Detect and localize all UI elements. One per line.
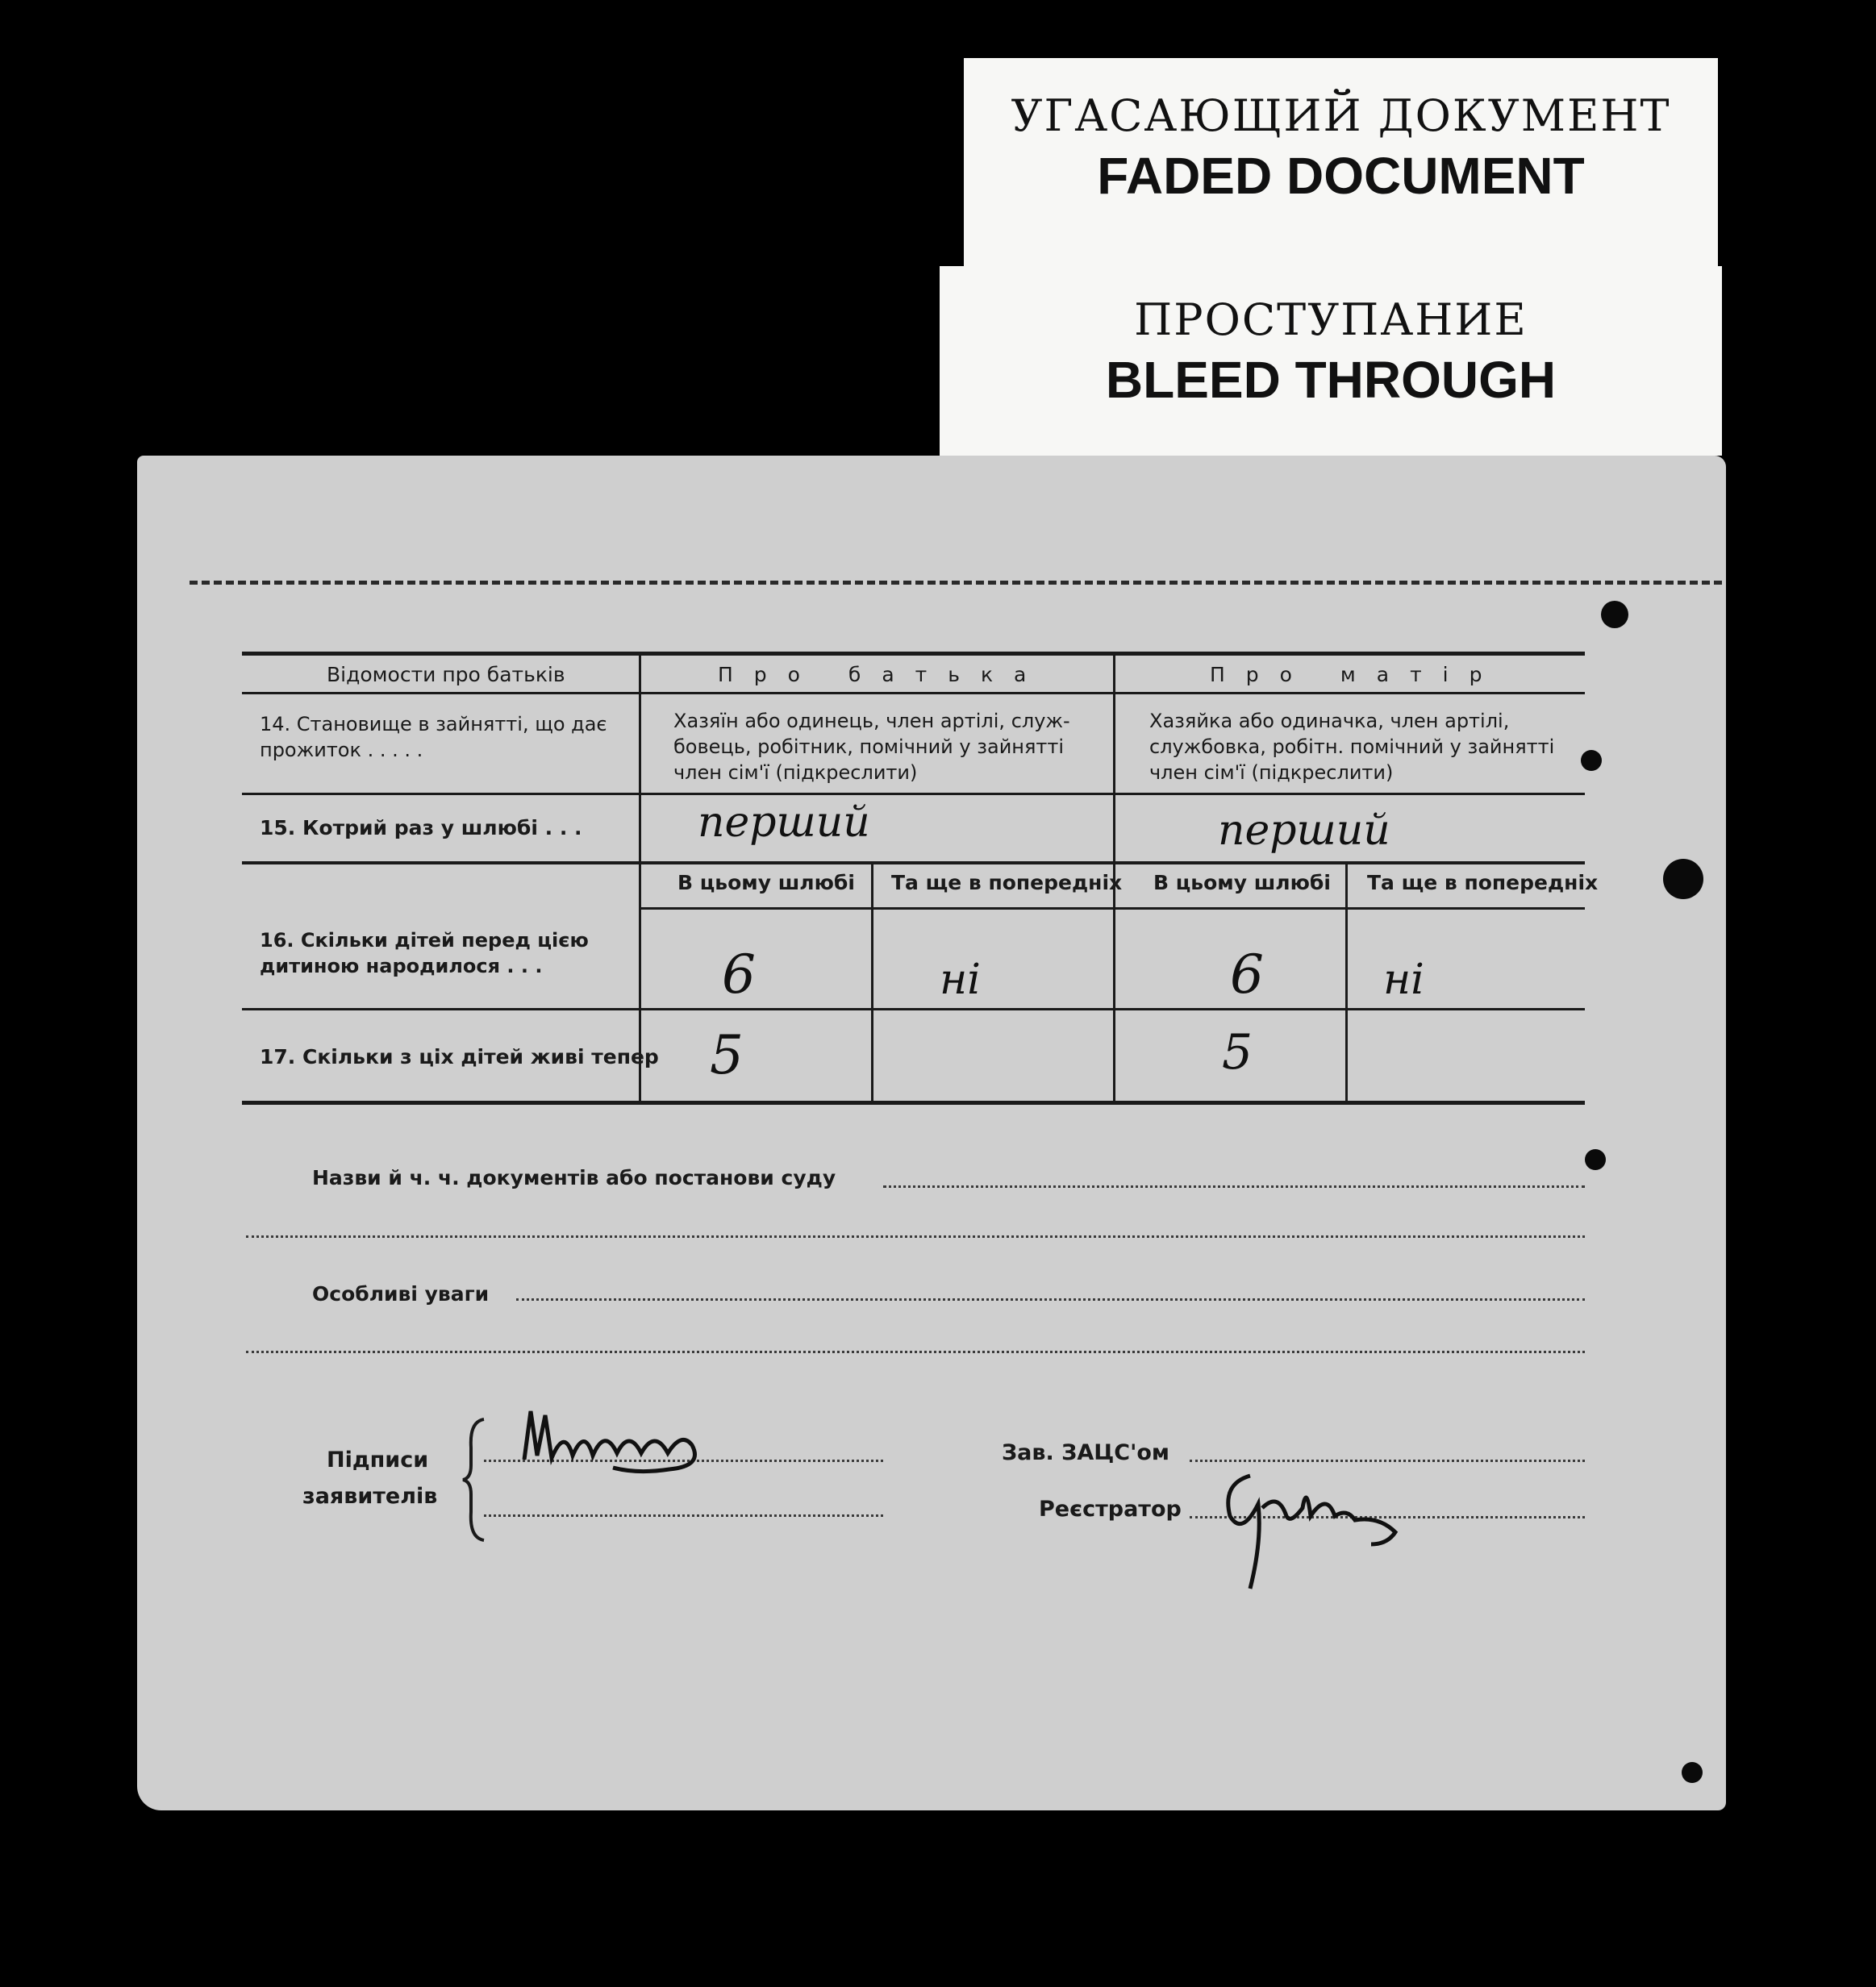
remarks-line xyxy=(516,1298,1585,1301)
applicant-signature-line-2 xyxy=(484,1514,883,1517)
table-bottom-rule xyxy=(242,1101,1585,1105)
applicant-signature xyxy=(516,1395,750,1484)
column-rule xyxy=(871,861,873,1103)
row16-mother-prev: ні xyxy=(1383,956,1424,1004)
header-parents-info: Відомости про батьків xyxy=(327,663,565,686)
punch-hole xyxy=(1682,1762,1703,1783)
documents-line-2 xyxy=(246,1235,1585,1238)
subheader-mother-this-marriage: В цьому шлюбі xyxy=(1153,871,1331,894)
registrar-label: Реєстратор xyxy=(1039,1497,1182,1522)
row-rule xyxy=(242,1008,1585,1010)
bleed-through-card xyxy=(940,266,1722,456)
documents-line xyxy=(883,1185,1585,1188)
row14-mother-options: Хазяйка або одиначка, член артілі, службовка, робітн. помічний у зайнятті член сім'ї (підкреслити) xyxy=(1149,710,1555,784)
row-rule xyxy=(242,861,1585,864)
row15-label: 15. Котрий раз у шлюбі . . . xyxy=(260,816,582,839)
row15-mother-handwriting: перший xyxy=(1218,806,1390,855)
punch-hole xyxy=(1663,859,1703,899)
signatures-label-2: заявителів xyxy=(302,1484,438,1509)
punch-hole xyxy=(1601,601,1628,628)
registrar-signature xyxy=(1214,1460,1415,1605)
row17-mother-this: 5 xyxy=(1222,1024,1253,1081)
row17-label: 17. Скільки з ціх дітей живі тепер xyxy=(260,1045,659,1068)
bleed-label-ru: ПРОСТУПАНИЕ xyxy=(1134,294,1528,345)
row14-label: 14. Становище в зайнятті, що дає прожиток . . . . . xyxy=(260,713,607,761)
table-header-rule xyxy=(242,692,1585,694)
row17-father-this: 5 xyxy=(710,1024,744,1086)
row-rule xyxy=(242,793,1585,795)
row15-father-handwriting: перший xyxy=(698,798,870,847)
subheader-father-previous: Та ще в попередніх xyxy=(891,871,1123,894)
column-rule xyxy=(1345,861,1348,1103)
punch-hole xyxy=(1581,750,1602,771)
perforation-line xyxy=(190,581,1722,585)
row16-label: 16. Скільки дітей перед цією дитиною народилося . . . xyxy=(260,929,589,977)
punch-hole xyxy=(1585,1149,1606,1170)
subheader-mother-previous: Та ще в попередніх xyxy=(1367,871,1599,894)
documents-label: Назви й ч. ч. документів або постанови суду xyxy=(312,1166,836,1189)
row16-father-prev: ні xyxy=(940,956,981,1004)
bleed-label-en: BLEED THROUGH xyxy=(1105,351,1557,409)
faded-label-en: FADED DOCUMENT xyxy=(1097,147,1585,205)
column-rule xyxy=(639,652,641,1103)
signatures-label-1: Підписи xyxy=(327,1448,429,1473)
remarks-line-2 xyxy=(246,1351,1585,1353)
remarks-label: Особливі уваги xyxy=(312,1282,490,1306)
faded-document-card xyxy=(964,58,1718,268)
subheader-father-this-marriage: В цьому шлюбі xyxy=(677,871,855,894)
faded-label-ru: УГАСАЮЩИЙ ДОКУМЕНТ xyxy=(1011,90,1671,141)
row14-father-options: Хазяїн або одинець, член артілі, служ- бовець, робітник, помічний у зайнятті член сім'ї (підкреслити) xyxy=(673,710,1070,784)
table-top-rule xyxy=(242,652,1585,656)
row16-mother-this: 6 xyxy=(1230,944,1264,1006)
header-father: Про батька xyxy=(718,663,1048,686)
row16-father-this: 6 xyxy=(722,944,756,1006)
brace-icon xyxy=(460,1415,492,1544)
form-sheet xyxy=(137,456,1726,1810)
header-mother: Про матір xyxy=(1210,663,1503,686)
head-label: Зав. ЗАЦС'ом xyxy=(1002,1440,1169,1465)
